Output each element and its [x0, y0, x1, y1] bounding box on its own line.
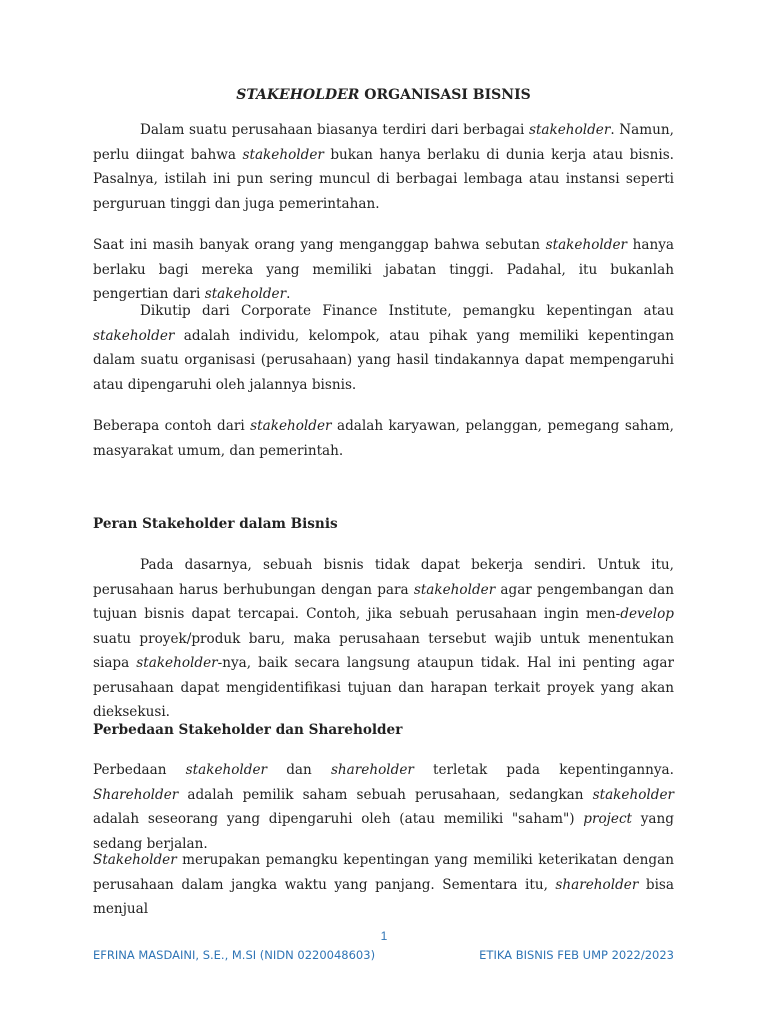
paragraph-7: [93, 848, 674, 922]
footer-author: EFRINA MASDAINI, S.E., M.SI (NIDN 0220048603): [93, 948, 376, 962]
p7-italic-c: shareholder: [555, 876, 639, 893]
p3-text-c: adalah individu, kelompok, atau pihak yang memiliki kepentingan dalam suatu organisasi (perusahaan) yang hasil tindakannya dapat mempengaruhi atau dipengaruhi oleh jalannya bisnis.: [93, 327, 674, 393]
p6-italic-h: stakeholder: [592, 786, 674, 803]
p5-italic-d: develop: [620, 606, 674, 622]
page-number: 1: [380, 929, 388, 943]
p7-text-b: merupakan pemangku kepentingan yang memiliki keterikatan dengan perusahaan dalam jangka waktu yang panjang. Sementara itu,: [93, 852, 674, 893]
p1-text-a: Dalam suatu perusahaan biasanya terdiri dari berbagai: [140, 122, 529, 138]
p2-text-c: hanya berlaku bagi mereka yang memiliki jabatan tinggi. Padahal, itu bukanlah pengertian dari: [93, 237, 674, 302]
p2-text-e: .: [286, 286, 291, 302]
p4-italic-b: stakeholder: [250, 418, 332, 434]
p5-text-a: Pada dasarnya, sebuah bisnis tidak dapat bekerja sendiri. Untuk itu, perusahaan harus berhubungan dengan para: [93, 557, 674, 598]
p5-text-g: -nya, baik secara langsung ataupun tidak. Hal ini penting agar perusahaan dapat mengidentifikasi tujuan dan harapan terkait proyek yang akan dieksekusi.: [93, 655, 675, 720]
p6-italic-f: Shareholder: [93, 786, 179, 803]
paragraph-5: [93, 553, 674, 725]
p6-text-c: dan: [267, 762, 331, 778]
p6-italic-d: shareholder: [330, 762, 414, 778]
p2-text-a: Saat ini masih banyak orang yang menganggap bahwa sebutan: [93, 237, 546, 253]
section-heading-perbedaan: Perbedaan Stakeholder dan Shareholder: [93, 722, 403, 738]
document-title: [93, 87, 674, 103]
p6-italic-j: project: [583, 811, 633, 827]
section-heading-peran: Peran Stakeholder dalam Bisnis: [93, 516, 338, 532]
paragraph-4: [93, 414, 674, 463]
paragraph-2: [93, 233, 674, 307]
p4-text-a: Beberapa contoh dari: [93, 418, 251, 434]
p5-italic-f: stakeholder: [136, 655, 218, 671]
p6-text-k: yang sedang berjalan.: [93, 811, 674, 852]
paragraph-1: [93, 118, 674, 216]
p6-text-a: Perbedaan: [93, 762, 186, 778]
paragraph-6: [93, 758, 674, 856]
p5-text-e: suatu proyek/produk baru, maka perusahaan tersebut wajib untuk menentukan siapa: [93, 630, 674, 671]
p1-text-e: bukan hanya berlaku di dunia kerja atau bisnis. Pasalnya, istilah ini pun sering muncul di berbagai lembaga atau instansi seperti perguruan tinggi dan juga pemerintahan.: [93, 146, 674, 212]
title-italic: STAKEHOLDER: [236, 87, 360, 103]
p6-text-i: adalah seseorang yang dipengaruhi oleh (atau memiliki "saham"): [93, 811, 584, 827]
paragraph-3: [93, 299, 674, 397]
p1-italic-b: stakeholder: [528, 122, 611, 138]
p5-text-c: agar pengembangan dan tujuan bisnis dapat tercapai. Contoh, jika sebuah perusahaan ingin men-: [93, 581, 674, 622]
p1-text-c: . Namun, perlu diingat bahwa: [93, 122, 674, 163]
p7-italic-a: Stakeholder: [93, 852, 177, 868]
p2-italic-b: stakeholder: [545, 237, 627, 253]
p6-text-g: adalah pemilik saham sebuah perusahaan, sedangkan: [178, 786, 593, 803]
footer-course: ETIKA BISNIS FEB UMP 2022/2023: [479, 948, 674, 962]
p1-italic-d: stakeholder: [242, 146, 324, 163]
p3-italic-b: stakeholder: [93, 327, 175, 344]
title-rest: ORGANISASI BISNIS: [359, 87, 531, 103]
p3-text-a: Dikutip dari Corporate Finance Institute, pemangku kepentingan atau: [140, 303, 674, 319]
p2-italic-d: stakeholder: [204, 286, 287, 302]
p7-text-d: bisa menjual: [93, 876, 674, 917]
p4-text-c: adalah karyawan, pelanggan, pemegang saham, masyarakat umum, dan pemerintah.: [93, 418, 674, 459]
p5-italic-b: stakeholder: [413, 581, 496, 598]
p6-italic-b: stakeholder: [185, 762, 268, 778]
p6-text-e: terletak pada kepentingannya.: [413, 762, 674, 778]
